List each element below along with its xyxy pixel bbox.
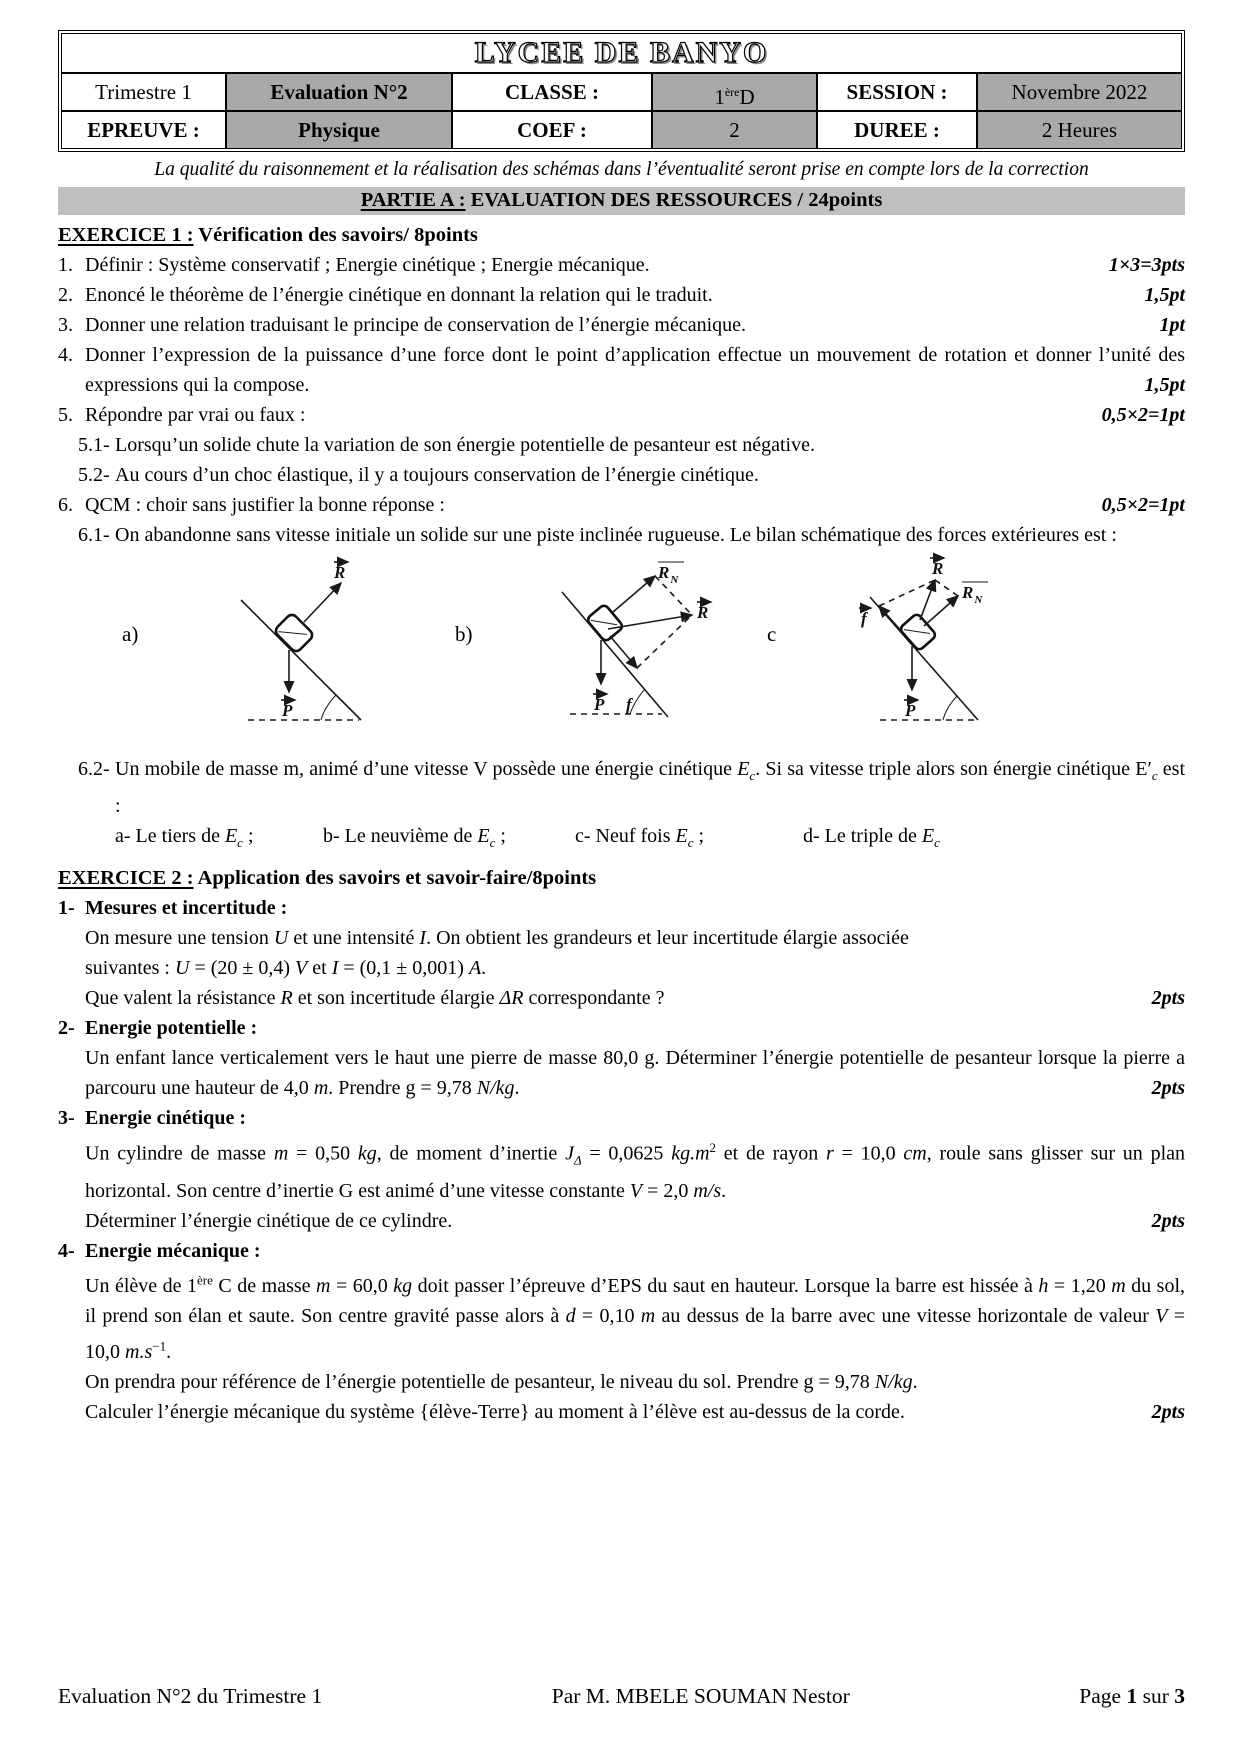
points-badge: 1,5pt — [1138, 280, 1185, 310]
block — [586, 604, 624, 642]
points-badge: 1pt — [1153, 310, 1185, 340]
vector-rn-arrow — [613, 576, 655, 612]
item-number: 1- — [58, 897, 75, 919]
item-question-text: Déterminer l’énergie cinétique de ce cylindre. — [85, 1209, 453, 1232]
item-3-body: Un cylindre de masse m = 0,50 kg, de moment d’inertie $J_\Delta = 0,0625$ $kg.m^2$ et de rayon r = 10,0 cm, roule sans glisser sur un plan horizontal. Son centre d’inertie G est animé d’une vitesse constante V = 2,0 m/s. — [85, 1140, 1185, 1202]
vector-r-label: R — [334, 563, 346, 582]
points-badge: 1,5pt — [1138, 370, 1185, 400]
question-5 — [58, 400, 1185, 430]
option-b: b- Le neuvième de $E_c$ ; — [323, 825, 506, 850]
vector-f-label: f — [861, 609, 867, 628]
points-badge: 2pts — [1146, 983, 1185, 1013]
item-2-body — [85, 1043, 1185, 1103]
header-row-1 — [62, 74, 1181, 112]
quality-notice: La qualité du raisonnement et la réalisation des schémas dans l’éventualité seront prise en compte lors de la correction — [154, 159, 1089, 180]
question-6-2 — [58, 754, 1185, 821]
vector-r-label: R — [697, 603, 709, 622]
question-text: Répondre par vrai ou faux : — [85, 404, 306, 426]
force-diagrams — [58, 552, 1185, 754]
vector-r-arrow — [304, 583, 341, 622]
question-text: Donner l’expression de la puissance d’une force dont le point d’application effectue un mouvement de rotation et donner l’unité des expressions qui la compose. — [85, 344, 1185, 396]
angle-arc — [943, 696, 957, 720]
item-body-text: Un élève de 1ère C de masse m = 60,0 kg doit passer l’épreuve d’EPS du saut en hauteur. Lorsque la barre est hissée à h = 1,20 m du sol, il prend son élan et saute. Son centre gravité passe alors à d = 0,10 m au dessus de la barre avec une vitesse horizontale de valeur V = 10,0 $m.s^{-1}$. On prendra pour référence de l’énergie potentielle de pesanteur, le niveau du sol. Prendre g = 9,78 N/kg. Calculer l’énergie mécanique du système {élève-Terre} au moment à l’élève est au-dessus de la corde. — [85, 1272, 1186, 1423]
question-text: QCM : choir sans justifier la bonne réponse : — [85, 494, 445, 516]
question-number: 4. — [58, 344, 73, 366]
points-badge: 1×3=3pts — [1103, 250, 1185, 280]
question-number: 2. — [58, 284, 73, 306]
vector-f-arrow — [610, 636, 637, 668]
footer-left: Evaluation N°2 du Trimestre 1 — [58, 1684, 323, 1708]
item-number: 2- — [58, 1017, 75, 1039]
item-2-heading — [58, 1013, 1185, 1043]
question-text: Définir : Système conservatif ; Energie cinétique ; Energie mécanique. — [85, 254, 650, 276]
rn-base: R — [962, 583, 974, 602]
header-row-2 — [62, 112, 1181, 148]
item-3-heading — [58, 1103, 1185, 1133]
exercice2-label: EXERCICE 2 : — [58, 867, 194, 889]
points-badge: 0,5×2=1pt — [1096, 400, 1185, 430]
option-c: c- Neuf fois $E_c$ ; — [575, 825, 705, 850]
question-number: 6.2- — [78, 758, 110, 780]
page-footer — [58, 1684, 1185, 1709]
question-text: On abandonne sans vitesse initiale un solide sur une piste inclinée rugueuse. Le bilan schématique des forces extérieures est : — [115, 524, 1117, 546]
question-number: 6.1- — [78, 524, 110, 546]
classe-base: 1 — [714, 85, 725, 109]
cell-session-label: SESSION : — [818, 74, 978, 112]
vector-p-label: P — [594, 695, 605, 714]
vector-p-label: P — [282, 701, 293, 720]
cell-classe-label: CLASSE : — [453, 74, 653, 112]
question-number: 5.2- — [78, 464, 110, 486]
question-number: 1. — [58, 254, 73, 276]
item-1-body: On mesure une tension U et une intensité I. On obtient les grandeurs et leur incertitude élargie associée suivantes : U = (20 ± 0,4) V et I = (0,1 ± 0,001) A. — [85, 927, 909, 979]
option-a: a- Le tiers de $E_c$ ; — [115, 825, 254, 850]
school-title: LYCEE DE BANYO — [62, 34, 1181, 74]
cell-coef-label: COEF : — [453, 112, 653, 148]
vector-rn-label — [961, 583, 983, 606]
item-title: Energie mécanique : — [85, 1239, 261, 1262]
exercice1-heading — [58, 220, 1185, 250]
cell-epreuve-value: Physique — [227, 112, 453, 148]
question-6 — [58, 490, 1185, 520]
cell-coef-value: 2 — [653, 112, 818, 148]
item-question-text: Que valent la résistance R et son incertitude élargie ΔR correspondante ? — [85, 987, 665, 1009]
item-4-heading — [58, 1236, 1185, 1266]
vector-f-label: f — [626, 695, 632, 714]
points-badge: 2pts — [1146, 1073, 1185, 1103]
item-1-heading — [58, 893, 1185, 923]
partie-a-rest: EVALUATION DES RESSOURCES / 24points — [465, 189, 883, 211]
question-text: Lorsqu’un solide chute la variation de son énergie potentielle de pesanteur est négative. — [115, 434, 815, 456]
vector-f-arrow — [879, 606, 904, 634]
question-text: Au cours d’un choc élastique, il y a toujours conservation de l’énergie cinétique. — [115, 464, 759, 486]
qcm-options — [115, 821, 1185, 858]
angle-arc — [321, 695, 336, 720]
exercice2-heading — [58, 863, 1185, 893]
question-number: 3. — [58, 314, 73, 336]
cell-evaluation: Evaluation N°2 — [227, 74, 453, 112]
option-d: d- Le triple de $E_c$ — [803, 825, 940, 850]
item-title: Energie potentielle : — [85, 1017, 258, 1039]
item-1-question — [85, 983, 1185, 1013]
cell-session-value: Novembre 2022 — [978, 74, 1181, 112]
cell-trimestre: Trimestre 1 — [62, 74, 227, 112]
question-text: Un mobile de masse m, animé d’une vitesse V possède une énergie cinétique $E_c$. Si sa vitesse triple alors son énergie cinétique $E'_c$ est : — [115, 758, 1186, 817]
question-number: 5. — [58, 404, 73, 426]
diagram-b-label: b) — [455, 622, 473, 646]
diagram-c-label: c — [767, 622, 777, 646]
vector-rn-arrow — [924, 596, 958, 626]
diagram-a-label: a) — [122, 622, 139, 646]
question-number: 5.1- — [78, 434, 110, 456]
question-3 — [58, 310, 1185, 340]
question-5-2 — [58, 460, 1185, 490]
incline-diagram-c — [848, 552, 1078, 747]
question-4 — [58, 340, 1185, 400]
item-number: 4- — [58, 1239, 75, 1262]
angle-arc — [630, 690, 644, 714]
rn-base: R — [658, 563, 670, 582]
question-6-1 — [58, 520, 1185, 550]
item-4-body — [85, 1266, 1185, 1427]
item-number: 3- — [58, 1107, 75, 1129]
cell-classe-value — [653, 74, 818, 112]
parallelogram-dashed-2 — [935, 580, 958, 596]
question-number: 6. — [58, 494, 73, 516]
incline-diagram-a — [223, 552, 423, 747]
points-badge: 2pts — [1146, 1397, 1185, 1427]
vector-r-label: R — [932, 559, 944, 578]
partie-a-band — [58, 187, 1185, 215]
item-body-text: Un enfant lance verticalement vers le haut une pierre de masse 80,0 g. Déterminer l’énergie potentielle de pesanteur lorsque la pierre a parcouru une hauteur de 4,0 m. Prendre g = 9,78 N/kg. — [85, 1047, 1185, 1099]
question-text: Enoncé le théorème de l’énergie cinétique en donnant la relation qui le traduit. — [85, 284, 713, 306]
item-title: Mesures et incertitude : — [85, 897, 288, 919]
vector-rn-label — [657, 563, 679, 586]
rn-subscript: N — [974, 594, 983, 606]
footer-center: Par M. MBELE SOUMAN Nestor — [551, 1684, 850, 1708]
cell-duree-label: DUREE : — [818, 112, 978, 148]
item-3-question — [85, 1206, 1185, 1236]
incline-line — [870, 597, 978, 720]
points-badge: 0,5×2=1pt — [1096, 490, 1185, 520]
block — [273, 612, 314, 653]
question-5-1 — [58, 430, 1185, 460]
rn-subscript: N — [670, 574, 679, 586]
incline-diagram-b — [550, 552, 780, 747]
question-2 — [58, 280, 1185, 310]
cell-duree-value: 2 Heures — [978, 112, 1181, 148]
classe-rest: D — [739, 85, 755, 109]
item-title: Energie cinétique : — [85, 1107, 247, 1129]
question-1 — [58, 250, 1185, 280]
incline-line — [241, 600, 361, 720]
footer-page-number: Page 1 sur 3 — [1079, 1684, 1185, 1708]
cell-epreuve-label: EPREUVE : — [62, 112, 227, 148]
exercice1-label: EXERCICE 1 : — [58, 224, 194, 246]
exercice1-title: Vérification des savoirs/ 8points — [193, 224, 478, 246]
classe-sup: ère — [724, 85, 740, 99]
partie-a-label: PARTIE A : — [360, 189, 466, 211]
vector-p-label: P — [905, 701, 916, 720]
exercice2-title: Application des savoirs et savoir-faire/8points — [193, 867, 597, 889]
points-badge: 2pts — [1146, 1206, 1185, 1236]
question-text: Donner une relation traduisant le principe de conservation de l’énergie mécanique. — [85, 314, 747, 336]
header-table — [58, 30, 1185, 152]
